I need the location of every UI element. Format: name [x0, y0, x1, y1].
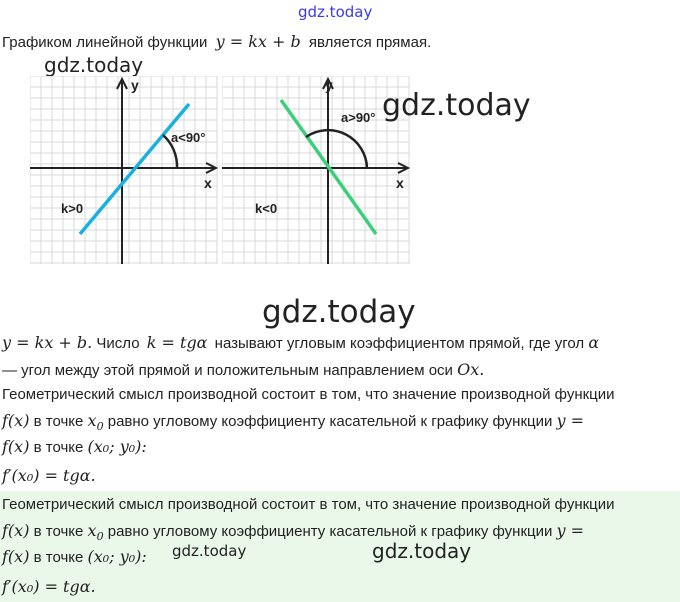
angle-label: a>90°	[341, 110, 376, 125]
y-eq: y =	[556, 411, 585, 430]
watermark-center: gdz.today	[262, 294, 416, 330]
text-number: Число	[96, 335, 140, 352]
p2-line-3	[2, 547, 147, 566]
fx: f(x)	[2, 521, 30, 540]
fx: f(x)	[2, 411, 30, 430]
p1-line-3	[2, 437, 147, 456]
text-equals-coef: равно угловому коэффициенту касательной к графику функции	[107, 413, 553, 430]
fx: f(x)	[2, 547, 30, 566]
angle-label: a<90°	[171, 130, 206, 145]
x-axis-label: x	[204, 175, 212, 191]
body-line-1	[2, 333, 599, 352]
grid	[222, 76, 409, 264]
x0: $x_0$	[87, 521, 104, 544]
watermark-left: gdz.today	[44, 53, 144, 77]
formula-ykxb: y = kx + b.	[2, 333, 93, 352]
x-axis-label: x	[396, 175, 404, 191]
formula-k-tg: k = tgα	[146, 333, 208, 352]
text-at-point: в точке	[33, 523, 84, 540]
y-eq: y =	[556, 521, 585, 540]
k-label: k>0	[61, 201, 84, 216]
fx: f(x)	[2, 437, 30, 456]
text-equals-coef: равно угловому коэффициенту касательной к графику функции	[107, 523, 553, 540]
watermark-graph: gdz.today	[382, 88, 531, 123]
watermark-top: gdz.today	[298, 3, 373, 21]
body-line-2	[2, 360, 484, 379]
derivative-formula: f′(x₀) = tgα.	[2, 466, 96, 485]
p2-line-2	[2, 521, 584, 543]
y-axis-label: y	[325, 77, 333, 93]
intro-line	[2, 32, 431, 51]
text-at-point: в точке	[33, 413, 84, 430]
p2-line-1: Геометрический смысл производной состоит в том, что значение производной функции	[2, 496, 615, 513]
watermark-bottom: gdz.today	[372, 539, 472, 563]
alpha-symbol: α	[588, 333, 600, 352]
text-angle-between: — угол между этой прямой и положительным направлением оси	[2, 362, 453, 379]
intro-formula: y = kx + b	[215, 32, 301, 51]
k-label: k<0	[255, 201, 278, 216]
intro-suffix: является прямая.	[308, 34, 432, 51]
intro-prefix: Графиком линейной функции	[2, 34, 208, 51]
watermark-small: gdz.today	[172, 542, 247, 560]
p1-line-2	[2, 411, 584, 433]
derivative-formula: f′(x₀) = tgα.	[2, 577, 96, 596]
text-in-point: в точке	[33, 439, 84, 456]
x0: $x_0$	[87, 411, 104, 434]
ox-symbol: Ox.	[457, 360, 485, 379]
y-axis-label: y	[131, 77, 139, 93]
point: (x₀; y₀):	[87, 547, 147, 566]
text-in-point: в точке	[33, 549, 84, 566]
point: (x₀; y₀):	[87, 437, 147, 456]
p1-line-1: Геометрический смысл производной состоит в том, что значение производной функции	[2, 386, 615, 403]
text-angular-coef: называют угловым коэффициентом прямой, где угол	[214, 335, 585, 352]
graph-positive-k	[30, 76, 220, 266]
